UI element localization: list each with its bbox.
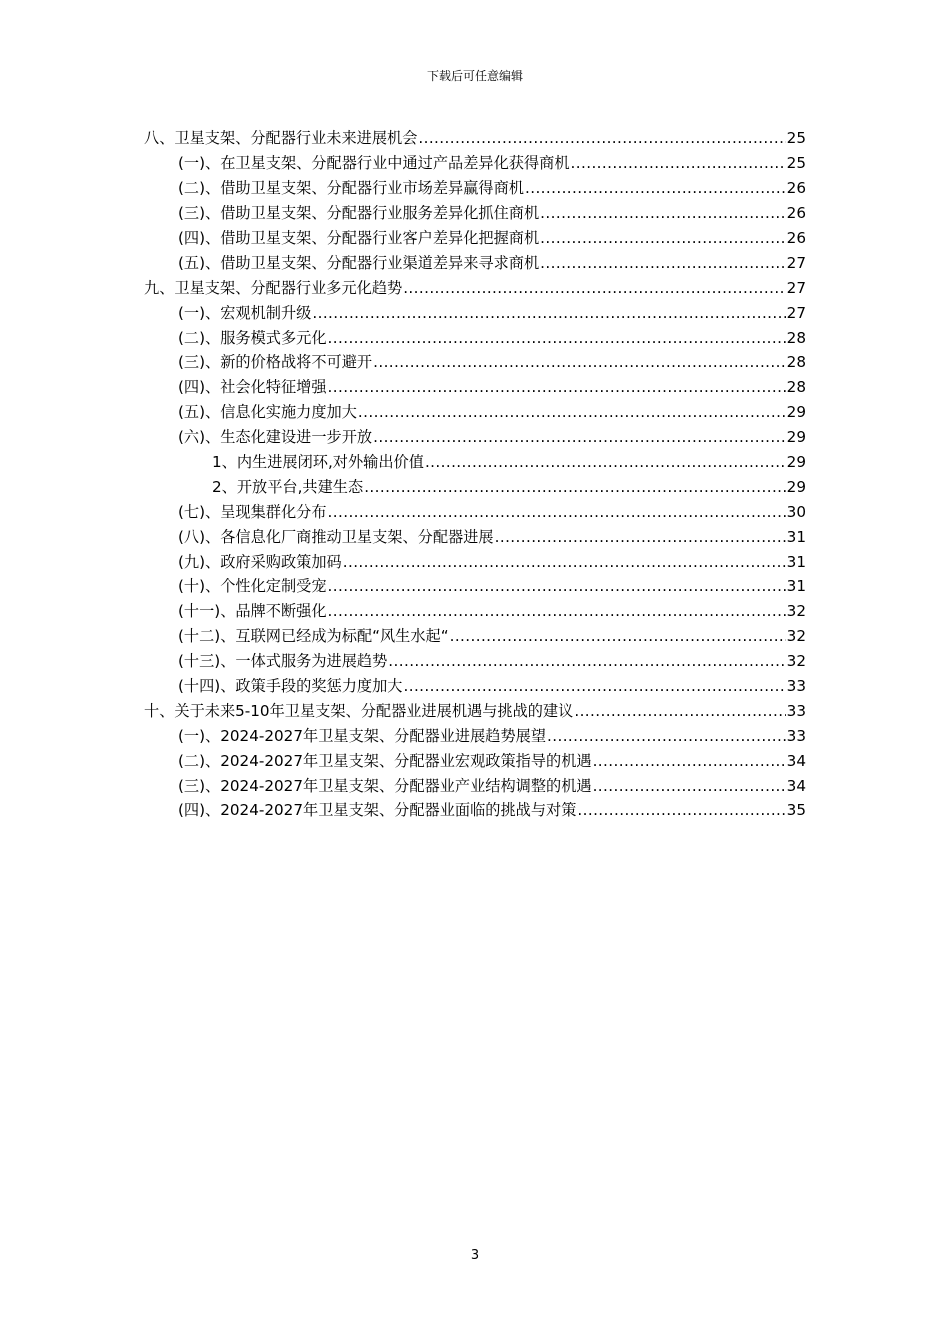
toc-entry-title: (十一)、品牌不断强化	[178, 602, 327, 621]
toc-dot-leader	[418, 129, 785, 147]
table-of-contents	[0, 126, 950, 823]
toc-entry-title: (三)、2024-2027年卫星支架、分配器业产业结构调整的机遇	[178, 776, 592, 795]
toc-entry[interactable]	[0, 574, 806, 599]
toc-dot-leader	[328, 503, 786, 521]
toc-entry-title: 1、内生进展闭环,对外输出价值	[212, 453, 424, 472]
toc-entry-page: 26	[786, 229, 806, 247]
toc-entry-title: (八)、各信息化厂商推动卫星支架、分配器进展	[178, 527, 494, 546]
toc-entry[interactable]	[0, 201, 806, 226]
toc-entry-page: 29	[786, 453, 806, 472]
toc-entry-title: (一)、在卫星支架、分配器行业中通过产品差异化获得商机	[178, 154, 570, 173]
toc-entry-title: (五)、信息化实施力度加大	[178, 403, 357, 422]
toc-dot-leader	[358, 403, 786, 421]
toc-entry-page: 28	[786, 353, 806, 372]
toc-entry-title: 八、卫星支架、分配器行业未来进展机会	[144, 129, 418, 148]
toc-entry-page: 29	[786, 477, 806, 496]
toc-entry-page: 27	[786, 253, 806, 272]
toc-entry[interactable]	[0, 425, 806, 450]
toc-entry[interactable]	[0, 176, 806, 201]
toc-entry-title: (三)、新的价格战将不可避开	[178, 353, 373, 372]
toc-entry[interactable]	[0, 151, 806, 176]
toc-entry-page: 29	[786, 403, 806, 422]
page-number: 3	[470, 1248, 480, 1263]
toc-dot-leader	[593, 777, 786, 795]
toc-entry-title: (二)、2024-2027年卫星支架、分配器业宏观政策指导的机遇	[178, 751, 592, 770]
toc-dot-leader	[577, 801, 785, 819]
toc-entry-page: 33	[786, 726, 806, 745]
toc-dot-leader	[574, 702, 785, 720]
toc-entry[interactable]	[0, 450, 806, 475]
toc-entry-page: 31	[786, 577, 806, 596]
toc-entry-page: 32	[786, 627, 806, 646]
toc-entry[interactable]	[0, 300, 806, 325]
toc-entry-title: (九)、政府采购政策加码	[178, 552, 342, 571]
toc-entry[interactable]	[0, 698, 806, 723]
toc-entry-page: 31	[786, 552, 806, 571]
toc-entry-page: 31	[786, 527, 806, 546]
toc-entry-title: (十三)、一体式服务为进展趋势	[178, 652, 388, 671]
toc-entry-title: (三)、借助卫星支架、分配器行业服务差异化抓住商机	[178, 204, 540, 223]
toc-entry-page: 28	[786, 378, 806, 397]
toc-dot-leader	[403, 677, 785, 695]
toc-entry-title: (六)、生态化建设进一步开放	[178, 428, 373, 447]
toc-entry-title: (二)、借助卫星支架、分配器行业市场差异赢得商机	[178, 179, 524, 198]
toc-entry-title: (一)、2024-2027年卫星支架、分配器业进展趋势展望	[178, 726, 547, 745]
toc-dot-leader	[328, 378, 786, 396]
toc-dot-leader	[312, 304, 785, 322]
toc-dot-leader	[328, 329, 786, 347]
toc-entry-title: (十)、个性化定制受宠	[178, 577, 327, 596]
toc-entry[interactable]	[0, 325, 806, 350]
toc-entry[interactable]	[0, 126, 806, 151]
toc-entry[interactable]	[0, 400, 806, 425]
toc-entry-page: 32	[786, 602, 806, 621]
page-header: 下载后可任意编辑	[426, 69, 523, 83]
toc-entry[interactable]	[0, 723, 806, 748]
toc-entry[interactable]	[0, 375, 806, 400]
toc-dot-leader	[388, 652, 785, 670]
toc-dot-leader	[328, 602, 786, 620]
toc-dot-leader	[403, 279, 785, 297]
toc-entry-title: (二)、服务模式多元化	[178, 328, 327, 347]
toc-entry-page: 25	[786, 154, 806, 173]
toc-entry-title: (十四)、政策手段的奖惩力度加大	[178, 677, 403, 696]
toc-entry[interactable]	[0, 748, 806, 773]
toc-entry[interactable]	[0, 474, 806, 499]
toc-dot-leader	[364, 478, 785, 496]
toc-dot-leader	[547, 727, 786, 745]
toc-entry-page: 26	[786, 179, 806, 198]
toc-entry-page: 34	[786, 751, 806, 770]
toc-entry-title: (五)、借助卫星支架、分配器行业渠道差异来寻求商机	[178, 253, 540, 272]
toc-entry-page: 27	[786, 303, 806, 322]
toc-entry-page: 34	[786, 776, 806, 795]
toc-dot-leader	[425, 453, 786, 471]
toc-dot-leader	[450, 627, 786, 645]
toc-dot-leader	[343, 553, 786, 571]
toc-dot-leader	[373, 428, 786, 446]
toc-entry-page: 28	[786, 328, 806, 347]
toc-dot-leader	[540, 229, 786, 247]
toc-entry[interactable]	[0, 350, 806, 375]
toc-dot-leader	[593, 752, 786, 770]
toc-entry[interactable]	[0, 549, 806, 574]
toc-entry-title: (十二)、互联网已经成为标配“风生水起“	[178, 627, 449, 646]
toc-entry-title: (四)、2024-2027年卫星支架、分配器业面临的挑战与对策	[178, 801, 577, 820]
toc-entry-title: 2、开放平台,共建生态	[212, 477, 364, 496]
toc-entry-page: 35	[786, 801, 806, 820]
toc-entry-page: 29	[786, 428, 806, 447]
toc-dot-leader	[525, 179, 786, 197]
toc-entry[interactable]	[0, 773, 806, 798]
toc-dot-leader	[571, 154, 786, 172]
toc-dot-leader	[373, 353, 786, 371]
toc-entry-title: (七)、呈现集群化分布	[178, 502, 327, 521]
toc-entry-page: 32	[786, 652, 806, 671]
toc-entry-title: 十、关于未来5-10年卫星支架、分配器业进展机遇与挑战的建议	[144, 701, 574, 720]
toc-dot-leader	[328, 577, 786, 595]
toc-entry-title: (四)、社会化特征增强	[178, 378, 327, 397]
toc-entry-page: 26	[786, 204, 806, 223]
toc-dot-leader	[540, 204, 786, 222]
toc-entry[interactable]	[0, 226, 806, 251]
toc-entry[interactable]	[0, 524, 806, 549]
toc-entry[interactable]	[0, 798, 806, 823]
toc-entry-title: 九、卫星支架、分配器行业多元化趋势	[144, 278, 403, 297]
toc-dot-leader	[495, 528, 786, 546]
toc-entry[interactable]	[0, 674, 806, 699]
toc-entry-page: 33	[786, 701, 806, 720]
toc-entry-page: 33	[786, 677, 806, 696]
toc-entry[interactable]	[0, 275, 806, 300]
toc-entry[interactable]	[0, 649, 806, 674]
toc-entry[interactable]	[0, 624, 806, 649]
toc-entry[interactable]	[0, 499, 806, 524]
toc-entry-title: (四)、借助卫星支架、分配器行业客户差异化把握商机	[178, 229, 540, 247]
toc-entry-page: 30	[786, 502, 806, 521]
toc-entry-page: 25	[786, 129, 806, 148]
toc-dot-leader	[540, 254, 786, 272]
toc-entry[interactable]	[0, 250, 806, 275]
toc-entry[interactable]	[0, 599, 806, 624]
toc-entry-title: (一)、宏观机制升级	[178, 303, 312, 322]
toc-entry-page: 27	[786, 278, 806, 297]
